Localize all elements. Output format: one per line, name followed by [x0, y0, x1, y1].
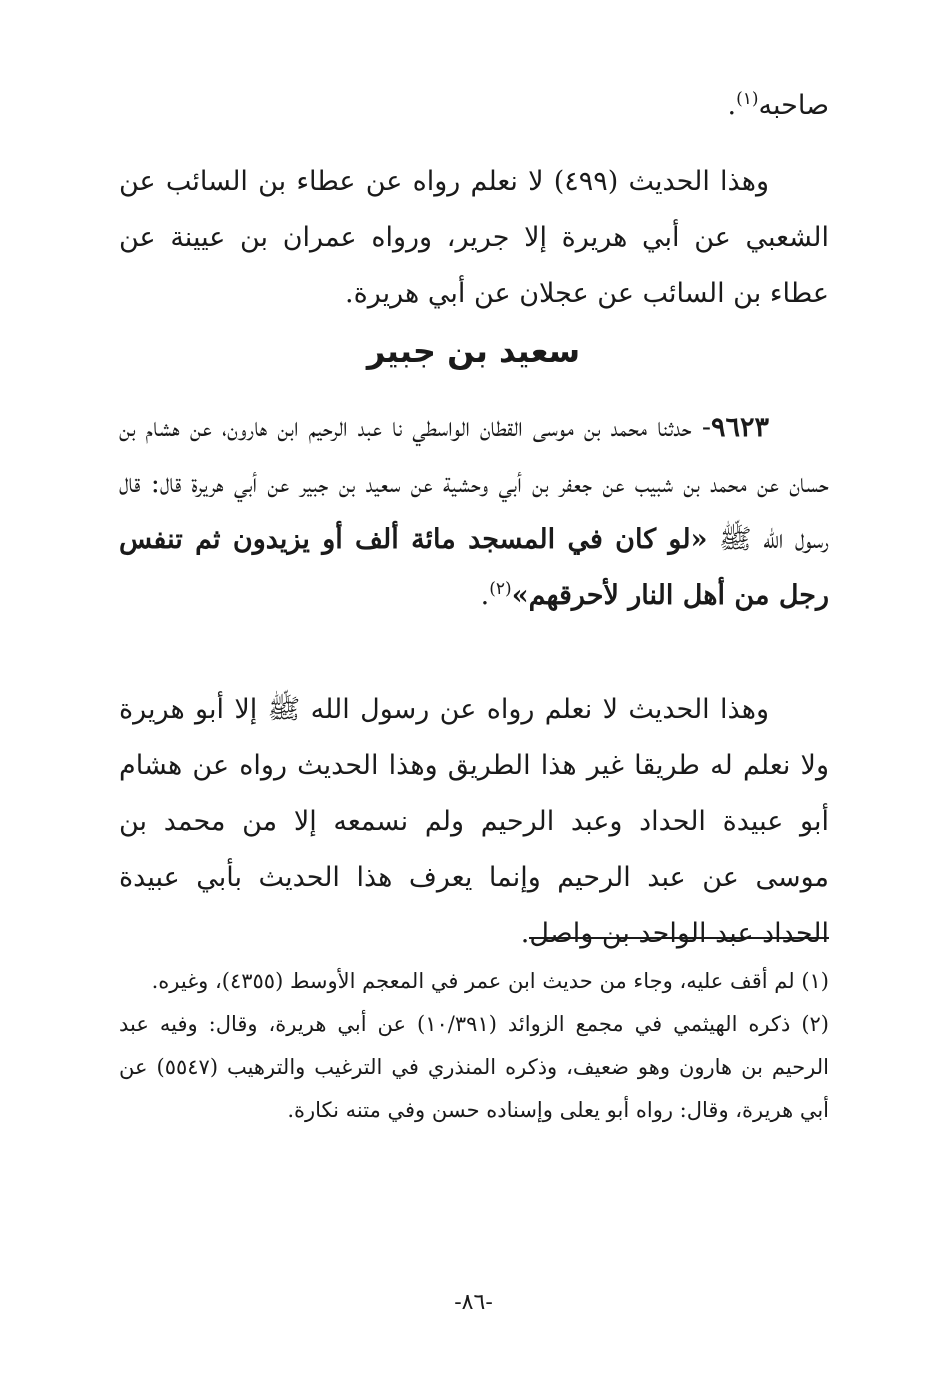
- hadith-isnad: - حدثنا محمد بن موسى القطان الواسطي نا عبد الرحيم ابن هارون، عن هشام بن حسان عن محمد بن شبيب عن جعفر بن أبي وحشية عن سعيد بن جبير عن أبي هريرة قال: قال رسول الله ﷺ: [119, 412, 829, 555]
- paragraph-1: [119, 154, 829, 322]
- hadith-block: ٩٦٢٣- حدثنا محمد بن موسى القطان الواسطي نا عبد الرحيم ابن هارون، عن هشام بن حسان عن محمد بن شبيب عن جعفر بن أبي وحشية عن سعيد بن جبير عن أبي هريرة قال: قال رسول الله ﷺ «لو كان في المسجد مائة ألف أو يزيدون ثم تنفس رجل من أهل النار لأحرقهم»$^{(٢)}$.: [119, 412, 829, 611]
- top-line: صاحبه$^{(١)}$.: [727, 89, 829, 121]
- paragraph-3: [119, 682, 829, 962]
- hadith-number: ٩٦٢٣: [710, 412, 769, 443]
- footnote-ref-1: (١): [736, 89, 759, 109]
- footnote-1: (١) لم أقف عليه، وجاء من حديث ابن عمر في المعجم الأوسط (٤٣٥٥)، وغيره.: [151, 969, 829, 993]
- section-heading: سعيد بن جبير: [366, 332, 581, 370]
- top-line-text: صاحبه: [758, 90, 829, 121]
- footnote-ref-2: (٢): [489, 579, 512, 599]
- footnote-2: (٢) ذكره الهيثمي في مجمع الزوائد (١٠/٣٩١) عن أبي هريرة، وقال: وفيه عبد الرحيم بن هارون وهو ضعيف، وذكره المنذري في الترغيب والترهيب (٥٥٤٧) عن أبي هريرة، وقال: رواه أبو يعلى وإسناده حسن وفي متنه نكارة.: [119, 1012, 830, 1122]
- paragraph-3-text: وهذا الحديث لا نعلم رواه عن رسول الله ﷺ إلا أبو هريرة ولا نعلم له طريقا غير هذا الطريق وهذا الحديث رواه عن هشام أبو عبيدة الحداد وعبد الرحيم ولم نسمعه إلا من محمد بن موسى عن عبد الرحيم وإنما يعرف هذا الحديث بأبي عبيدة الحداد عبد الواحد بن واصل.: [119, 694, 829, 949]
- page-number: -٨٦-: [454, 1290, 493, 1315]
- footnote-divider: [529, 937, 829, 939]
- paragraph-1-text: وهذا الحديث (٤٩٩) لا نعلم رواه عن عطاء بن السائب عن الشعبي عن أبي هريرة إلا جرير، ورواه عمران بن عيينة عن عطاء بن السائب عن عجلان عن أبي هريرة.: [119, 166, 829, 309]
- footnotes: [119, 960, 829, 1132]
- hadith-matn: «لو كان في المسجد مائة ألف أو يزيدون ثم تنفس رجل من أهل النار لأحرقهم»: [119, 524, 829, 611]
